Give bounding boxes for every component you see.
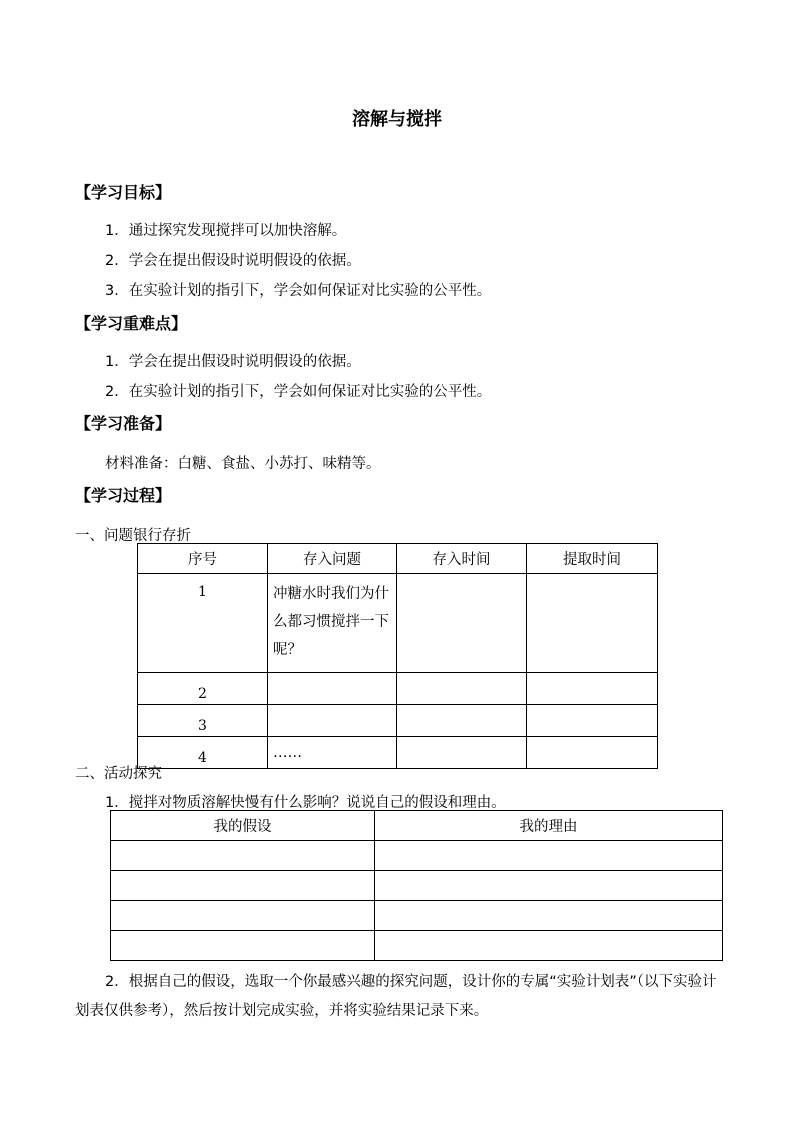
table-row <box>111 931 723 961</box>
page-title: 溶解与搅拌 <box>352 109 442 130</box>
header-question: 存入问题 <box>268 544 397 574</box>
row-withdraw-time[interactable] <box>527 574 658 673</box>
header-reason: 我的理由 <box>375 811 723 841</box>
hypothesis-cell[interactable] <box>111 901 375 931</box>
activity-question-1: 1．搅拌对物质溶解快慢有什么影响？说说自己的假设和理由。 <box>105 795 506 811</box>
row-question[interactable] <box>268 673 397 705</box>
hypothesis-cell[interactable] <box>111 841 375 871</box>
header-withdraw-time: 提取时间 <box>527 544 658 574</box>
row-index: 1 <box>138 574 268 673</box>
table-row <box>111 871 723 901</box>
key-point-item-1: 1．学会在提出假设时说明假设的依据。 <box>105 354 361 370</box>
goal-item-3: 3．在实验计划的指引下，学会如何保证对比实验的公平性。 <box>105 283 492 299</box>
key-point-item-2: 2．在实验计划的指引下，学会如何保证对比实验的公平性。 <box>105 384 492 400</box>
row-index: 3 <box>138 705 268 737</box>
section-heading-process: 【学习过程】 <box>75 486 172 505</box>
reason-cell[interactable] <box>375 901 723 931</box>
hypothesis-cell[interactable] <box>111 931 375 961</box>
reason-cell[interactable] <box>375 841 723 871</box>
materials-text: 材料准备：白糖、食盐、小苏打、味精等。 <box>105 456 381 472</box>
section-heading-goals: 【学习目标】 <box>75 183 172 202</box>
question-bank-label: 一、问题银行存折 <box>75 528 191 544</box>
row-deposit-time[interactable] <box>397 705 527 737</box>
reason-cell[interactable] <box>375 871 723 901</box>
reason-cell[interactable] <box>375 931 723 961</box>
row-deposit-time[interactable] <box>397 574 527 673</box>
section-heading-preparation: 【学习准备】 <box>75 414 172 433</box>
row-question[interactable]: …… <box>268 737 397 769</box>
hypothesis-cell[interactable] <box>111 871 375 901</box>
row-deposit-time[interactable] <box>397 737 527 769</box>
table-row <box>138 737 658 769</box>
table-row <box>138 705 658 737</box>
goal-item-1: 1．通过探究发现搅拌可以加快溶解。 <box>105 223 347 239</box>
section-heading-key-points: 【学习重难点】 <box>75 314 188 333</box>
activity-label: 二、活动探究 <box>75 766 162 782</box>
activity-question-2: 2．根据自己的假设，选取一个你最感兴趣的探究问题，设计你的专属“实验计划表”（以下实验计划表仅供参考），然后按计划完成实验，并将实验结果记录下来。 <box>75 974 717 1019</box>
row-withdraw-time[interactable] <box>527 705 658 737</box>
row-question[interactable] <box>268 705 397 737</box>
header-hypothesis: 我的假设 <box>111 811 375 841</box>
hypothesis-table <box>110 810 723 961</box>
table-row <box>138 673 658 705</box>
row-withdraw-time[interactable] <box>527 737 658 769</box>
row-question: 冲糖水时我们为什么都习惯搅拌一下呢？ <box>268 574 397 673</box>
row-withdraw-time[interactable] <box>527 673 658 705</box>
header-index: 序号 <box>138 544 268 574</box>
goal-item-2: 2．学会在提出假设时说明假设的依据。 <box>105 253 361 269</box>
row-index: 2 <box>138 673 268 705</box>
table-row <box>138 574 658 673</box>
row-deposit-time[interactable] <box>397 673 527 705</box>
header-deposit-time: 存入时间 <box>397 544 527 574</box>
table-header-row <box>138 544 658 574</box>
table-row <box>111 841 723 871</box>
row-index: 4 <box>138 737 268 769</box>
question-bank-table <box>137 543 658 769</box>
table-row <box>111 901 723 931</box>
table-header-row <box>111 811 723 841</box>
